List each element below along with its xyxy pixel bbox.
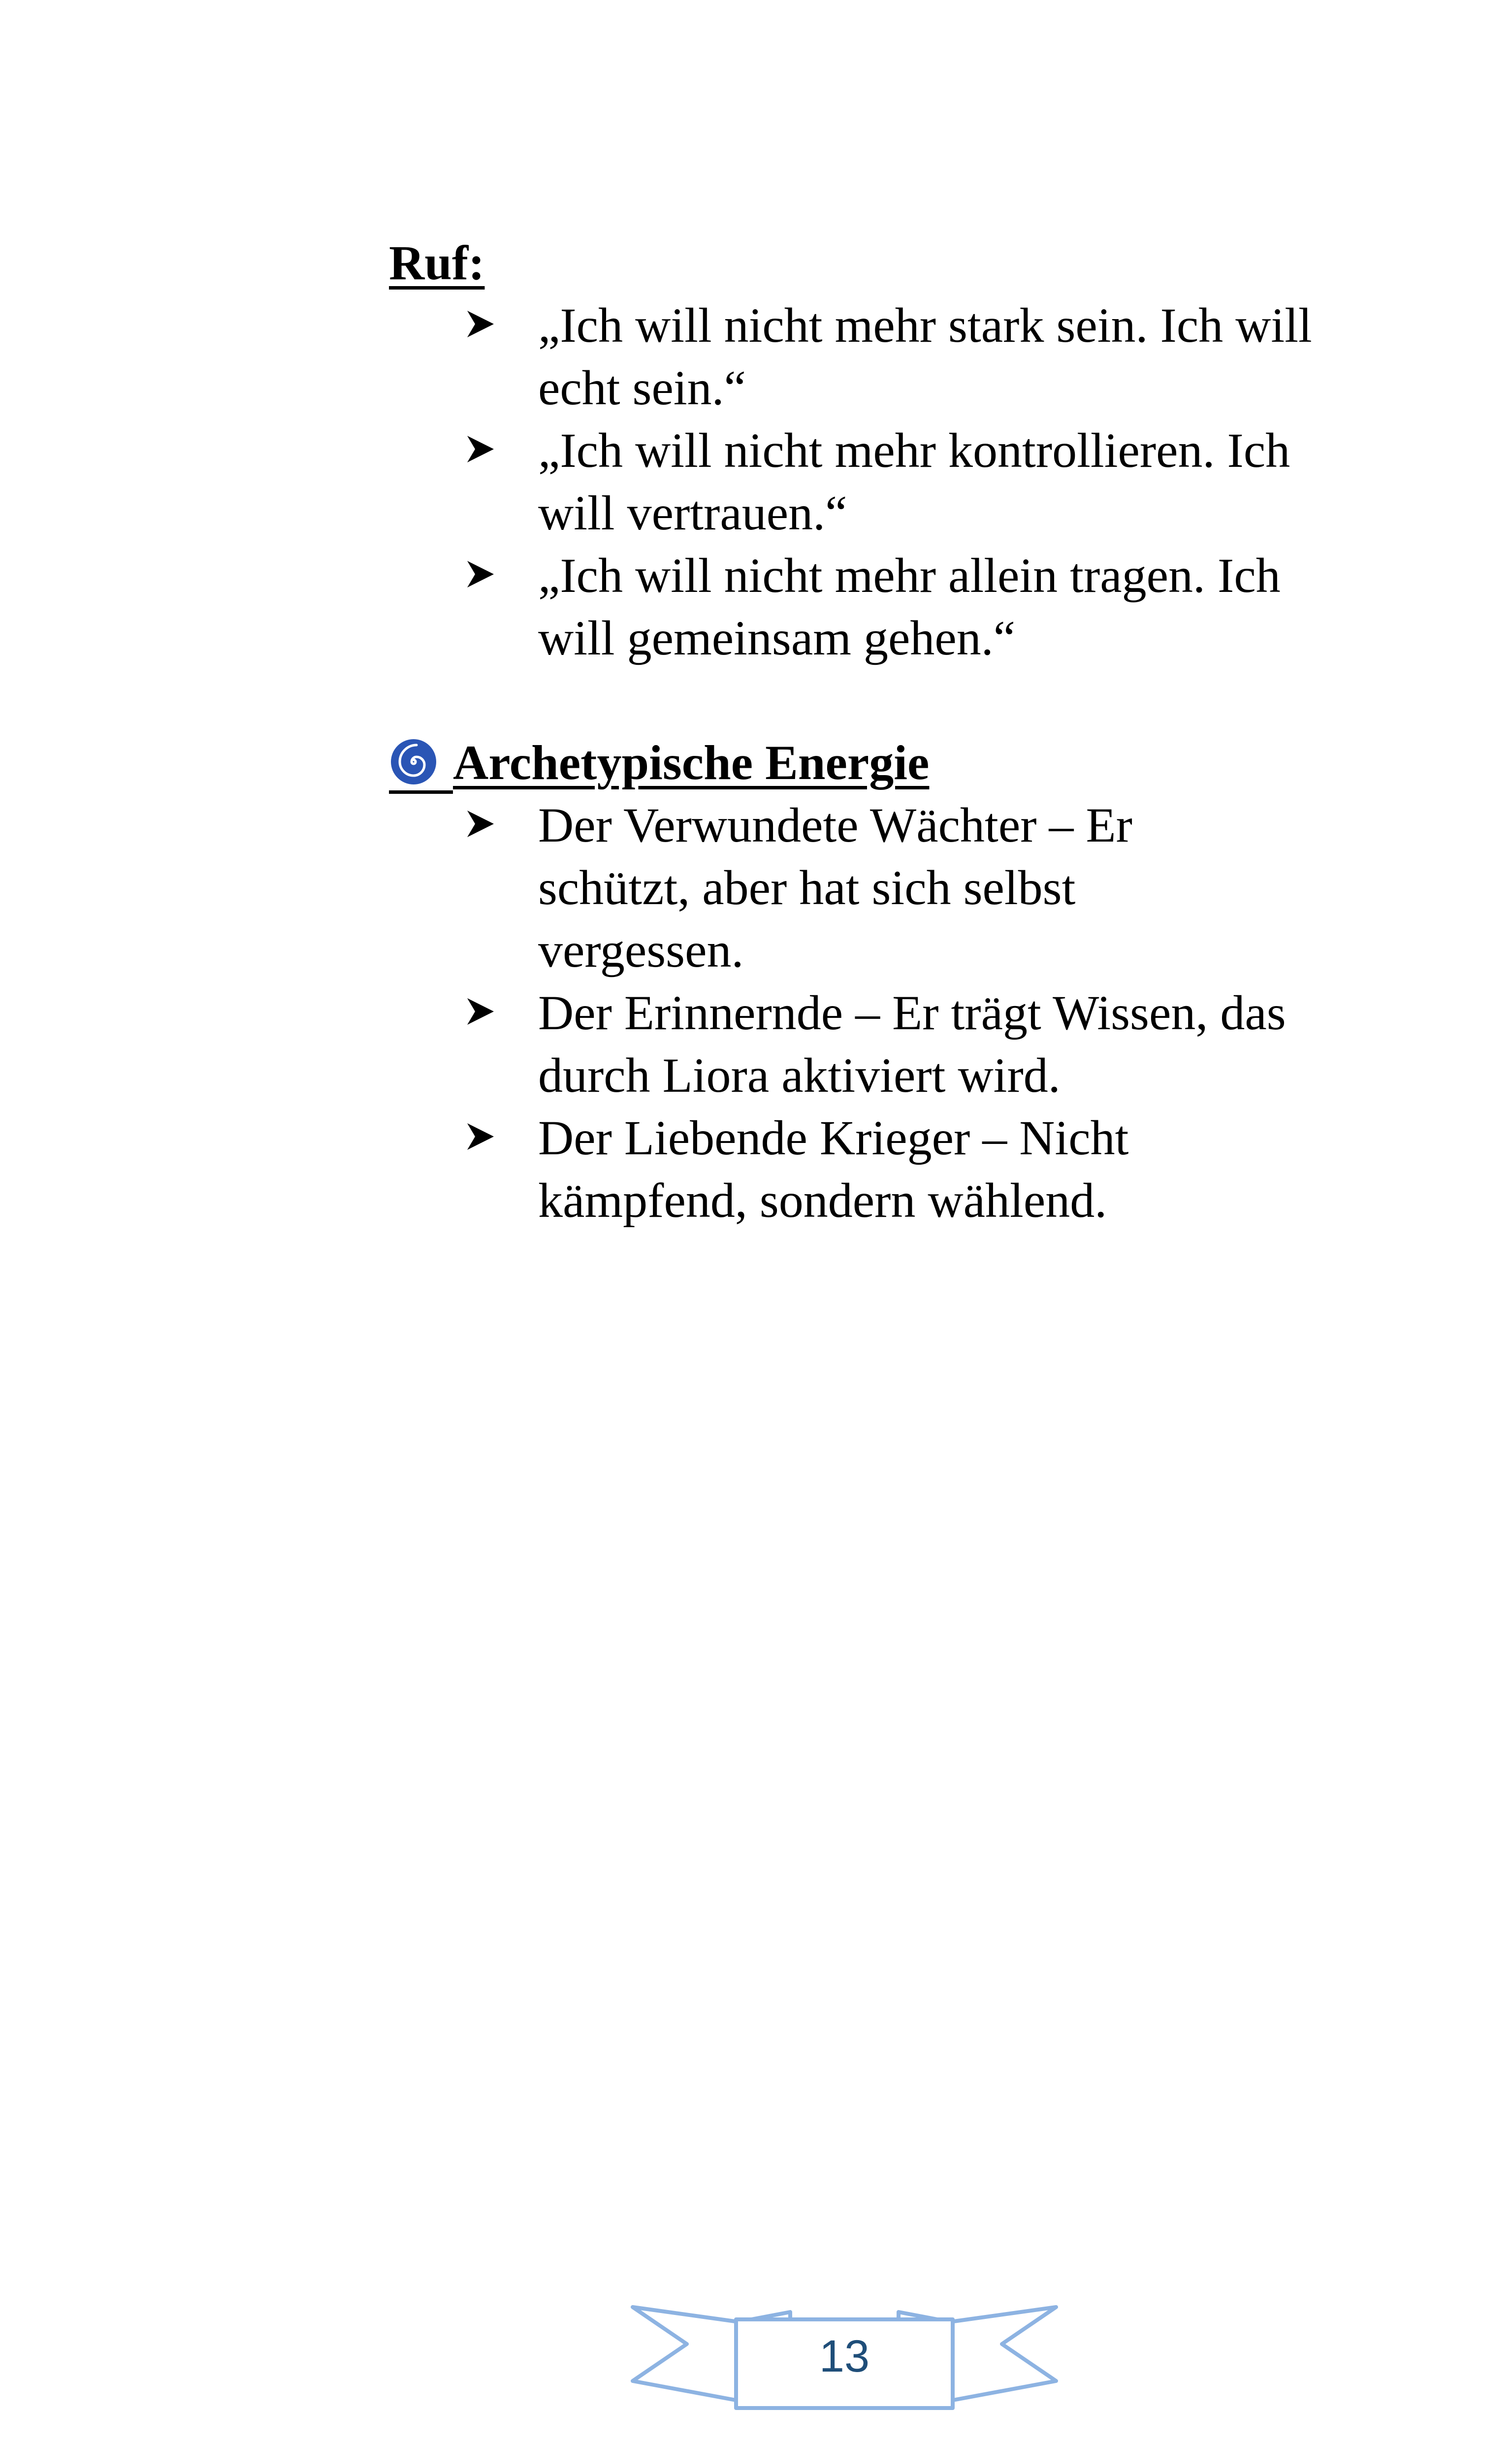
list-item [389,981,1324,1107]
list-item [389,294,1324,419]
list-item-text: „Ich will nicht mehr allein tragen. Ich will gemeinsam gehen.“ [538,548,1281,665]
list-item-text: Der Erinnernde – Er trägt Wissen, das durch Liora aktiviert wird. [538,985,1286,1103]
arrow-bullet-icon [465,544,505,607]
list-item [389,544,1324,669]
ruf-list [389,294,1324,669]
list-item-text: Der Verwundete Wächter – Er schützt, aber hat sich selbst vergessen. [538,798,1132,977]
list-item-text: „Ich will nicht mehr kontrollieren. Ich will vertrauen.“ [538,423,1290,540]
list-item [389,419,1324,544]
list-item-text: „Ich will nicht mehr stark sein. Ich will echt sein.“ [538,298,1312,415]
list-item-text: Der Liebende Krieger – Nicht kämpfend, sondern wählend. [538,1110,1129,1228]
page-number-ribbon [628,2292,1061,2420]
cyclone-icon [389,731,453,794]
arrow-bullet-icon [465,1107,505,1169]
list-item [389,1107,1277,1232]
page-content [389,231,1324,1232]
arrow-bullet-icon [465,294,505,357]
archetype-heading-text: Archetypische Energie [453,735,930,790]
arrow-bullet-icon [465,981,505,1044]
arrow-bullet-icon [465,794,505,856]
section-heading-ruf: Ruf: [389,235,485,290]
section-heading-archetype [389,731,1324,794]
list-item [389,794,1277,981]
arrow-bullet-icon [465,419,505,482]
archetype-list [389,794,1324,1232]
page-number: 13 [819,2331,870,2381]
